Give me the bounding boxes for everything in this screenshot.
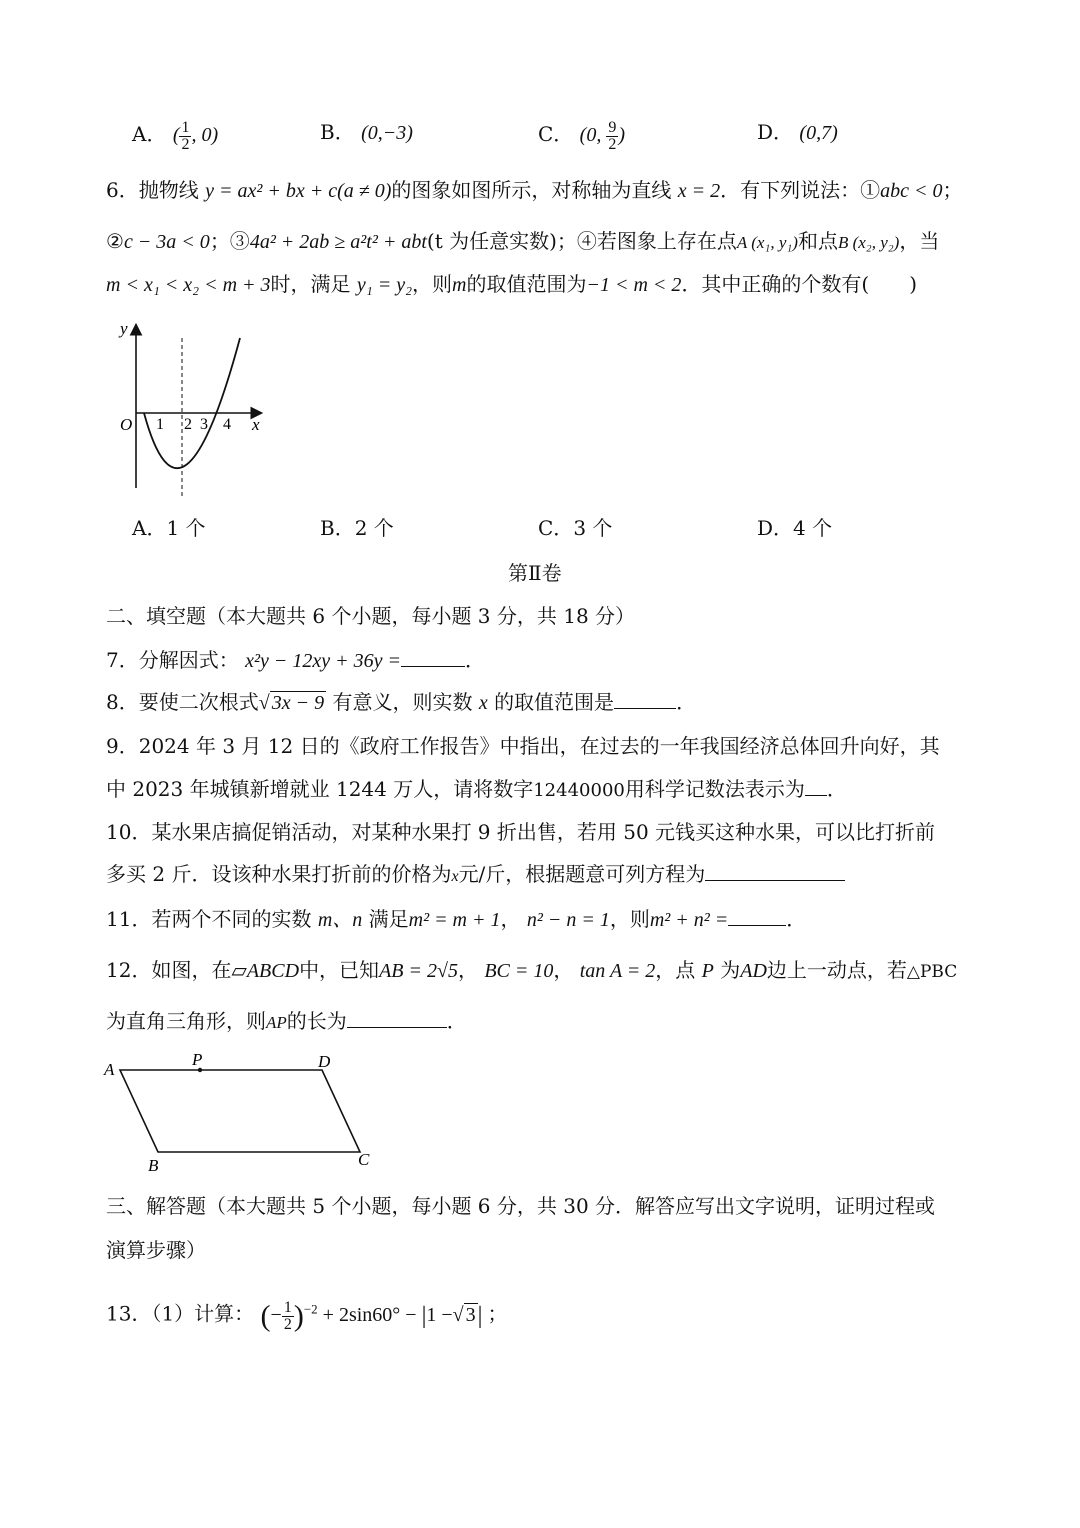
q11: 11．若两个不同的实数 m、n 满足m² = m + 1， n² − n = 1，则m² + n² = ． bbox=[106, 907, 807, 931]
tick-4: 4 bbox=[223, 416, 231, 433]
q11-answer-blank bbox=[728, 907, 786, 926]
q12-line-1: 12．如图，在▱ABCD中，已知AB = 2√5， BC = 10， tan A = 2，点 P 为AD边上一动点，若△PBC bbox=[106, 958, 958, 982]
origin-label: O bbox=[120, 415, 133, 434]
label-a: A bbox=[104, 1060, 115, 1079]
q5-option-b: B． (0,−3) bbox=[320, 120, 413, 144]
q10-answer-blank bbox=[705, 862, 845, 881]
q6-option-d: D．4 个 bbox=[757, 516, 833, 540]
q8-answer-blank bbox=[614, 690, 676, 709]
tick-2: 2 bbox=[184, 416, 192, 433]
q6-line-1: 6．抛物线 y = ax² + bx + c(a ≠ 0)的图象如图所示，对称轴为直线 x = 2．有下列说法：①abc < 0； bbox=[106, 178, 963, 202]
q6-option-c: C．3 个 bbox=[538, 516, 613, 540]
q9-line-2: 中 2023 年城镇新增就业 1244 万人，请将数字12440000用科学记数法表示为 ． bbox=[106, 777, 847, 801]
q9-line-1: 9．2024 年 3 月 12 日的《政府工作报告》中指出，在过去的一年我国经济总体回升向好，其 bbox=[106, 734, 940, 758]
q10-line-1: 10．某水果店搞促销活动，对某种水果打 9 折出售，若用 50 元钱买这种水果，可以比打折前 bbox=[106, 820, 936, 844]
parabola-curve bbox=[144, 338, 240, 468]
x-label: x bbox=[252, 415, 260, 434]
q7-answer-blank bbox=[401, 648, 465, 667]
label-c: C bbox=[358, 1150, 370, 1169]
section-2-heading: 二、填空题（本大题共 6 个小题，每小题 3 分，共 18 分） bbox=[106, 604, 636, 628]
tick-1: 1 bbox=[156, 416, 164, 433]
label-b: B bbox=[148, 1156, 159, 1175]
section-3-heading-line-1: 三、解答题（本大题共 5 个小题，每小题 6 分，共 30 分．解答应写出文字说明，证明过程或 bbox=[106, 1194, 936, 1218]
q12-answer-blank bbox=[347, 1009, 447, 1028]
y-label: y bbox=[120, 319, 128, 338]
q10-line-2: 多买 2 斤．设该种水果打折前的价格为x元/斤，根据题意可列方程为 bbox=[106, 862, 845, 886]
q12-parallelogram-figure bbox=[100, 1048, 390, 1178]
q6-line-2: ②c − 3a < 0；③4a² + 2ab ≥ a²t² + abt(t 为任意实数)；④若图象上存在点A (x₁, y₁)和点B (x₂, y₂)，当 bbox=[106, 229, 940, 253]
q5-option-a: A． ( $\frac{1}{2}$ , 0) bbox=[132, 119, 219, 153]
q8: 8．要使二次根式√ 3x − 9 有意义，则实数 x 的取值范围是 ． bbox=[106, 690, 697, 714]
q6-option-b: B．2 个 bbox=[320, 516, 394, 540]
tick-3: 3 bbox=[200, 416, 208, 433]
q12-line-2: 为直角三角形，则AP的长为 ． bbox=[106, 1009, 467, 1033]
q7: 7．分解因式： x²y − 12xy + 36y = ． bbox=[106, 648, 485, 672]
section-3-heading-line-2: 演算步骤） bbox=[106, 1238, 206, 1262]
parallelogram-abcd bbox=[120, 1070, 360, 1152]
q6-option-a: A．1 个 bbox=[132, 516, 206, 540]
q6-parabola-graph bbox=[110, 318, 280, 498]
q9-answer-blank bbox=[805, 777, 827, 796]
q5-option-c: C． (0, $\frac{9}{2}$ ) bbox=[538, 119, 626, 153]
volume-2-title: 第Ⅱ卷 bbox=[508, 561, 562, 585]
label-d: D bbox=[318, 1052, 331, 1071]
q13: 13．（1）计算： (− $\frac{1}{2}$ )$^{-2}$ + 2sin60° − |1 −√ 3| ； bbox=[106, 1298, 508, 1333]
label-p: P bbox=[192, 1050, 203, 1069]
q5-option-d: D． (0,7) bbox=[757, 120, 838, 144]
q6-line-3: m < x₁ < x₂ < m + 3时，满足 y₁ = y₂，则m的取值范围为−1 < m < 2．其中正确的个数有( ) bbox=[106, 272, 918, 296]
